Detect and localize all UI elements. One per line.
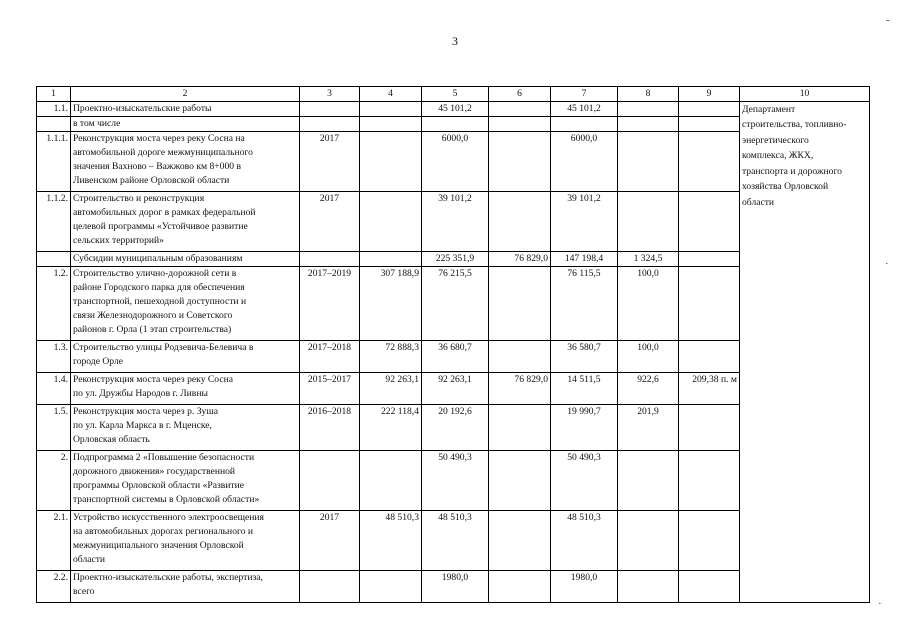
row-name-cell bbox=[71, 191, 300, 251]
col9-cell bbox=[679, 340, 740, 372]
row-name-line: Ливенском районе Орловской области bbox=[73, 174, 230, 186]
row-name-line: Проектно-изыскательские работы, экспертиза, bbox=[73, 571, 263, 583]
col8-cell bbox=[618, 570, 679, 602]
row-name-cell bbox=[71, 372, 300, 404]
row-name-line: Устройство искусственного электроосвещения bbox=[73, 511, 264, 523]
col7-cell: 36 580,7 bbox=[551, 340, 618, 372]
row-name-line: области bbox=[73, 553, 106, 565]
row-name-line: значения Вахново – Важжово км 8+000 в bbox=[73, 160, 241, 172]
col7-cell: 45 101,2 bbox=[551, 101, 618, 116]
col7-cell: 6000,0 bbox=[551, 131, 618, 191]
table-row bbox=[37, 101, 870, 116]
year-cell: 2017 bbox=[300, 510, 360, 570]
col9-cell bbox=[679, 251, 740, 266]
corner-mark-mid-right: · bbox=[885, 258, 889, 270]
row-name-line: районе Городского парка для обеспечения bbox=[73, 281, 245, 293]
row-number-cell: 1.1.1. bbox=[37, 131, 71, 191]
row-number-cell: 2.2. bbox=[37, 570, 71, 602]
col6-cell bbox=[489, 266, 551, 340]
col5-cell: 76 215,5 bbox=[422, 266, 489, 340]
row-name-line: всего bbox=[73, 585, 95, 597]
col8-cell bbox=[618, 116, 679, 131]
row-name-line: транспортной системы в Орловской области» bbox=[73, 493, 260, 505]
budget-table bbox=[36, 86, 870, 603]
col5-cell: 48 510,3 bbox=[422, 510, 489, 570]
col5-cell: 45 101,2 bbox=[422, 101, 489, 116]
col6-cell: 76 829,0 bbox=[489, 251, 551, 266]
year-cell bbox=[300, 251, 360, 266]
department-line: хозяйства Орловской bbox=[742, 181, 829, 193]
page-number: 3 bbox=[452, 34, 458, 48]
col9-cell bbox=[679, 510, 740, 570]
row-name-line: на автомобильных дорогах регионального и bbox=[73, 525, 254, 537]
col4-cell bbox=[360, 116, 422, 131]
row-name-line: сельских территорий» bbox=[73, 234, 164, 246]
row-number-cell bbox=[37, 251, 71, 266]
col7-cell: 147 198,4 bbox=[551, 251, 618, 266]
department-line: энергетического bbox=[742, 134, 809, 146]
col5-cell: 225 351,9 bbox=[422, 251, 489, 266]
row-name-line: по ул. Карла Маркса в г. Мценске, bbox=[73, 419, 212, 431]
col4-cell: 92 263,1 bbox=[360, 372, 422, 404]
row-name-line: Реконструкция моста через реку Сосна bbox=[73, 373, 233, 385]
col7-cell: 39 101,2 bbox=[551, 191, 618, 251]
department-line: Департамент bbox=[742, 103, 796, 115]
col4-cell bbox=[360, 131, 422, 191]
row-name-line: Строительство улицы Родзевича-Белевича в bbox=[73, 341, 254, 353]
col4-cell: 307 188,9 bbox=[360, 266, 422, 340]
row-name-cell bbox=[71, 570, 300, 602]
col5-cell: 50 490,3 bbox=[422, 450, 489, 510]
col9-cell bbox=[679, 191, 740, 251]
row-name-line: дорожного движения» государственной bbox=[73, 465, 236, 477]
row-name-cell bbox=[71, 450, 300, 510]
col8-cell bbox=[618, 101, 679, 116]
col7-cell: 19 990,7 bbox=[551, 404, 618, 450]
col9-cell: 209,38 п. м bbox=[679, 372, 740, 404]
col4-cell bbox=[360, 251, 422, 266]
row-name-line: целевой программы «Устойчивое развитие bbox=[73, 220, 248, 232]
department-line: комплекса, ЖКХ, bbox=[742, 150, 814, 162]
header-row bbox=[37, 87, 870, 102]
row-name-line: Орловская область bbox=[73, 433, 150, 445]
col8-cell: 100,0 bbox=[618, 340, 679, 372]
row-name-line: Строительство улично-дорожной сети в bbox=[73, 267, 237, 279]
header-cell: 10 bbox=[740, 87, 870, 102]
col5-cell: 1980,0 bbox=[422, 570, 489, 602]
year-cell: 2017 bbox=[300, 191, 360, 251]
row-number-cell: 1.2. bbox=[37, 266, 71, 340]
col4-cell bbox=[360, 570, 422, 602]
row-name-cell bbox=[71, 266, 300, 340]
col4-cell: 48 510,3 bbox=[360, 510, 422, 570]
row-name-line: программы Орловской области «Развитие bbox=[73, 479, 245, 491]
col4-cell: 222 118,4 bbox=[360, 404, 422, 450]
col9-cell bbox=[679, 116, 740, 131]
row-name-line: автомобильной дороге межмуниципального bbox=[73, 146, 253, 158]
col8-cell: 922,6 bbox=[618, 372, 679, 404]
corner-mark-top-right: - bbox=[886, 14, 890, 26]
year-cell bbox=[300, 570, 360, 602]
year-cell: 2015–2017 bbox=[300, 372, 360, 404]
col8-cell: 1 324,5 bbox=[618, 251, 679, 266]
department-line: строительства, топливно- bbox=[742, 119, 847, 131]
col5-cell bbox=[422, 116, 489, 131]
row-number-cell: 1.1.2. bbox=[37, 191, 71, 251]
col7-cell: 50 490,3 bbox=[551, 450, 618, 510]
header-cell: 6 bbox=[489, 87, 551, 102]
row-name-line: по ул. Дружбы Народов г. Ливны bbox=[73, 387, 208, 399]
col9-cell bbox=[679, 101, 740, 116]
row-name-cell bbox=[71, 131, 300, 191]
col5-cell: 92 263,1 bbox=[422, 372, 489, 404]
col9-cell bbox=[679, 404, 740, 450]
row-number-cell: 2. bbox=[37, 450, 71, 510]
col4-cell bbox=[360, 191, 422, 251]
row-number-cell bbox=[37, 116, 71, 131]
row-name-line: связи Железнодорожного и Советского bbox=[73, 309, 233, 321]
row-number-cell: 1.4. bbox=[37, 372, 71, 404]
col5-cell: 20 192,6 bbox=[422, 404, 489, 450]
header-cell: 3 bbox=[300, 87, 360, 102]
row-name-cell bbox=[71, 404, 300, 450]
col6-cell bbox=[489, 116, 551, 131]
col7-cell: 14 511,5 bbox=[551, 372, 618, 404]
col6-cell bbox=[489, 404, 551, 450]
row-name-line: районов г. Орла (1 этап строительства) bbox=[73, 323, 232, 335]
header-cell: 4 bbox=[360, 87, 422, 102]
corner-mark-bottom-right: · bbox=[878, 598, 882, 610]
col9-cell bbox=[679, 266, 740, 340]
col5-cell: 36 680,7 bbox=[422, 340, 489, 372]
col6-cell bbox=[489, 510, 551, 570]
header-cell: 2 bbox=[71, 87, 300, 102]
department-cell bbox=[740, 101, 870, 602]
header-cell: 9 bbox=[679, 87, 740, 102]
col9-cell bbox=[679, 570, 740, 602]
col6-cell bbox=[489, 191, 551, 251]
col7-cell: 48 510,3 bbox=[551, 510, 618, 570]
col6-cell bbox=[489, 101, 551, 116]
row-name-line: городе Орле bbox=[73, 355, 123, 367]
header-cell: 7 bbox=[551, 87, 618, 102]
row-name-line: в том числе bbox=[73, 117, 121, 129]
col6-cell bbox=[489, 340, 551, 372]
col4-cell bbox=[360, 450, 422, 510]
row-name-cell bbox=[71, 251, 300, 266]
row-name-cell bbox=[71, 101, 300, 116]
col7-cell: 1980,0 bbox=[551, 570, 618, 602]
department-line: транспорта и дорожного bbox=[742, 165, 842, 177]
header-cell: 1 bbox=[37, 87, 71, 102]
row-name-line: автомобильных дорог в рамках федеральной bbox=[73, 206, 256, 218]
col8-cell: 100,0 bbox=[618, 266, 679, 340]
col8-cell bbox=[618, 191, 679, 251]
col4-cell: 72 888,3 bbox=[360, 340, 422, 372]
col4-cell bbox=[360, 101, 422, 116]
year-cell: 2017–2018 bbox=[300, 340, 360, 372]
row-number-cell: 2.1. bbox=[37, 510, 71, 570]
table-body bbox=[37, 87, 870, 603]
col8-cell: 201,9 bbox=[618, 404, 679, 450]
year-cell: 2017–2019 bbox=[300, 266, 360, 340]
year-cell bbox=[300, 450, 360, 510]
year-cell: 2016–2018 bbox=[300, 404, 360, 450]
row-name-cell bbox=[71, 340, 300, 372]
year-cell bbox=[300, 116, 360, 131]
row-name-line: транспортной, пешеходной доступности и bbox=[73, 295, 247, 307]
col8-cell bbox=[618, 510, 679, 570]
year-cell bbox=[300, 101, 360, 116]
col6-cell: 76 829,0 bbox=[489, 372, 551, 404]
department-line: области bbox=[742, 196, 775, 208]
col8-cell bbox=[618, 450, 679, 510]
row-number-cell: 1.3. bbox=[37, 340, 71, 372]
col9-cell bbox=[679, 450, 740, 510]
header-cell: 8 bbox=[618, 87, 679, 102]
col9-cell bbox=[679, 131, 740, 191]
row-name-cell bbox=[71, 510, 300, 570]
col8-cell bbox=[618, 131, 679, 191]
row-name-line: Строительство и реконструкция bbox=[73, 192, 205, 204]
row-name-cell bbox=[71, 116, 300, 131]
col5-cell: 6000,0 bbox=[422, 131, 489, 191]
col7-cell: 76 115,5 bbox=[551, 266, 618, 340]
header-cell: 5 bbox=[422, 87, 489, 102]
row-name-line: межмуниципального значения Орловской bbox=[73, 539, 244, 551]
col5-cell: 39 101,2 bbox=[422, 191, 489, 251]
row-name-line: Подпрограмма 2 «Повышение безопасности bbox=[73, 451, 255, 463]
row-name-line: Реконструкция моста через р. Зуша bbox=[73, 405, 218, 417]
year-cell: 2017 bbox=[300, 131, 360, 191]
row-name-line: Проектно-изыскательские работы bbox=[73, 102, 212, 114]
row-name-line: Реконструкция моста через реку Сосна на bbox=[73, 132, 245, 144]
col6-cell bbox=[489, 570, 551, 602]
col6-cell bbox=[489, 131, 551, 191]
col7-cell bbox=[551, 116, 618, 131]
col6-cell bbox=[489, 450, 551, 510]
row-name-line: Субсидии муниципальным образованиям bbox=[73, 252, 243, 264]
row-number-cell: 1.1. bbox=[37, 101, 71, 116]
row-number-cell: 1.5. bbox=[37, 404, 71, 450]
